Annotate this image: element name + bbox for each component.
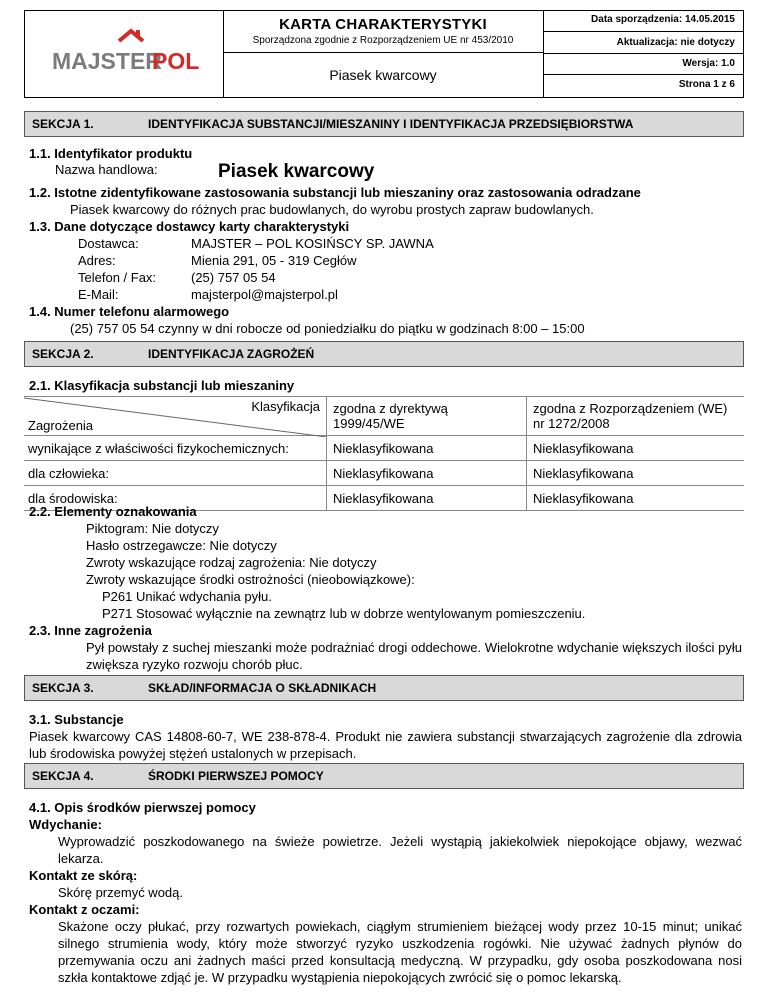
email-label: E-Mail: (78, 287, 119, 302)
skin-label: Kontakt ze skórą: (29, 868, 138, 883)
row-label: wynikające z właściwości fizykochemicznych: (24, 436, 327, 461)
diag-top-label: Klasyfikacja (251, 399, 320, 414)
page-number: Strona 1 z 6 (678, 79, 735, 90)
section-title: ŚRODKI PIERWSZEJ POMOCY (148, 769, 324, 783)
meta-cell (544, 11, 743, 97)
p261-text: P261 Unikać wdychania pyłu. (102, 589, 272, 604)
col-header-directive: zgodna z dyrektywą 1999/45/WE (327, 397, 527, 436)
section-title: SKŁAD/INFORMACJA O SKŁADNIKACH (148, 681, 377, 695)
majsterpol-logo (25, 11, 223, 97)
hazard-phrases-text: Zwroty wskazujące rodzaj zagrożenia: Nie dotyczy (86, 555, 377, 570)
trade-name-label: Nazwa handlowa: (55, 162, 158, 177)
heading-3-1: 3.1. Substancje (29, 712, 124, 727)
trade-name-value: Piasek kwarcowy (218, 161, 375, 182)
classification-table (24, 396, 744, 511)
pictogram-text: Piktogram: Nie dotyczy (86, 521, 219, 536)
other-hazards-text: Pył powstały z suchej mieszanki może podrażniać drogi oddechowe. Wielokrotne wdychanie większych ilości pyłu zwiększa ryzyko rozwoju chorób płuc. (86, 640, 742, 672)
emergency-text: (25) 757 05 54 czynny w dni robocze od poniedziałku do piątku w godzinach 8:00 – 15:00 (70, 321, 585, 336)
inhalation-label: Wdychanie: (29, 817, 102, 832)
section-number: SEKCJA 2. (32, 347, 94, 361)
logo-text-pol: POL (152, 48, 200, 74)
precaution-phrases-text: Zwroty wskazujące środki ostrożności (nieobowiązkowe): (86, 572, 415, 587)
eye-label: Kontakt z oczami: (29, 902, 140, 917)
heading-1-3: 1.3. Dane dotyczące dostawcy karty charakterystyki (29, 219, 350, 234)
section-2-header (24, 341, 744, 367)
section-number: SEKCJA 3. (32, 681, 94, 695)
section-3-header (24, 675, 744, 701)
document-header (24, 10, 744, 98)
heading-2-2: 2.2. Elementy oznakowania (29, 504, 197, 519)
p271-text: P271 Stosować wyłącznie na zewnątrz lub w dobrze wentylowanym pomieszczeniu. (102, 606, 586, 621)
table-header-row (24, 397, 744, 436)
phone-value: (25) 757 05 54 (191, 270, 276, 285)
doc-title: KARTA CHARAKTERYSTYKI (279, 16, 487, 33)
section-1-header (24, 111, 744, 137)
version: Wersja: 1.0 (544, 54, 743, 75)
email-value[interactable]: majsterpol@majsterpol.pl (191, 287, 338, 302)
row-value-a: Nieklasyfikowana (327, 436, 527, 461)
section-number: SEKCJA 1. (32, 117, 94, 131)
row-value-a: Nieklasyfikowana (327, 486, 527, 511)
logo-cell (25, 11, 224, 97)
row-label: dla człowieka: (24, 461, 327, 486)
col-header-regulation: zgodna z Rozporządzeniem (WE) nr 1272/2008 (527, 397, 745, 436)
skin-text: Skórę przemyć wodą. (58, 885, 183, 900)
heading-2-1: 2.1. Klasyfikacja substancji lub mieszaniny (29, 378, 295, 393)
header-product-name: Piasek kwarcowy (329, 67, 437, 83)
row-value-b: Nieklasyfikowana (527, 436, 745, 461)
diag-bottom-label: Zagrożenia (28, 418, 94, 433)
logo-text-majster: MAJSTER (52, 48, 162, 74)
diagonal-header-cell (24, 397, 327, 436)
update-status: Aktualizacja: nie dotyczy (544, 32, 743, 54)
section-number: SEKCJA 4. (32, 769, 94, 783)
signal-word-text: Hasło ostrzegawcze: Nie dotyczy (86, 538, 277, 553)
row-value-a: Nieklasyfikowana (327, 461, 527, 486)
doc-subtitle: Sporządzona zgodnie z Rozporządzeniem UE nr 453/2010 (252, 35, 514, 46)
row-value-b: Nieklasyfikowana (527, 461, 745, 486)
section-title: IDENTYFIKACJA ZAGROŻEŃ (148, 347, 315, 361)
row-label: dla środowiska: (24, 486, 327, 511)
supplier-label: Dostawca: (78, 236, 139, 251)
substances-text: Piasek kwarcowy CAS 14808-60-7, WE 238-878-4. Produkt nie zawiera substancji stwarzających zagrożenie dla zdrowia lub środowiska powyżej stężeń ustalonych w przepisach. (29, 729, 742, 761)
address-label: Adres: (78, 253, 116, 268)
section-title: IDENTYFIKACJA SUBSTANCJI/MIESZANINY I IDENTYFIKACJA PRZEDSIĘBIORSTWA (148, 117, 634, 131)
eye-text: Skażone oczy płukać, przy rozwartych powiekach, ciągłym strumieniem bieżącej wody przez 10-15 minut; unikać silnego strumienia wody, który może stworzyć ryzyko uszkodzenia rogówki. Nie używać żadnych płynów do przemywania oczu ani żadnych maści przed konsultacją medyczną. W przypadku, gdy osoba poszkodowana nosi szkła kontaktowe zdjąć je. W przypadku wystąpienia niepokojących zwrócić się o pomoc lekarską. (58, 919, 742, 985)
heading-4-1: 4.1. Opis środków pierwszej pomocy (29, 800, 256, 815)
uses-text: Piasek kwarcowy do różnych prac budowlanych, do wyrobu prostych zapraw budowlanych. (70, 202, 594, 217)
heading-1-1: 1.1. Identyfikator produktu (29, 146, 193, 161)
phone-label: Telefon / Fax: (78, 270, 157, 285)
inhalation-text: Wyprowadzić poszkodowanego na świeże powietrze. Jeżeli wystąpią jakiekolwiek niepokojące objawy, wezwać lekarza. (58, 834, 742, 866)
title-cell (223, 11, 544, 97)
table-row (24, 436, 744, 461)
address-value: Mienia 291, 05 - 319 Cegłów (191, 253, 357, 268)
heading-2-3: 2.3. Inne zagrożenia (29, 623, 152, 638)
heading-1-4: 1.4. Numer telefonu alarmowego (29, 304, 230, 319)
section-4-header (24, 763, 744, 789)
row-value-b: Nieklasyfikowana (527, 486, 745, 511)
supplier-value: MAJSTER – POL KOSIŃSCY SP. JAWNA (191, 236, 434, 251)
heading-1-2: 1.2. Istotne zidentyfikowane zastosowania substancji lub mieszaniny oraz zastosowania odradzane (29, 185, 641, 200)
table-row (24, 461, 744, 486)
date-prepared: Data sporządzenia: 14.05.2015 (544, 11, 743, 32)
